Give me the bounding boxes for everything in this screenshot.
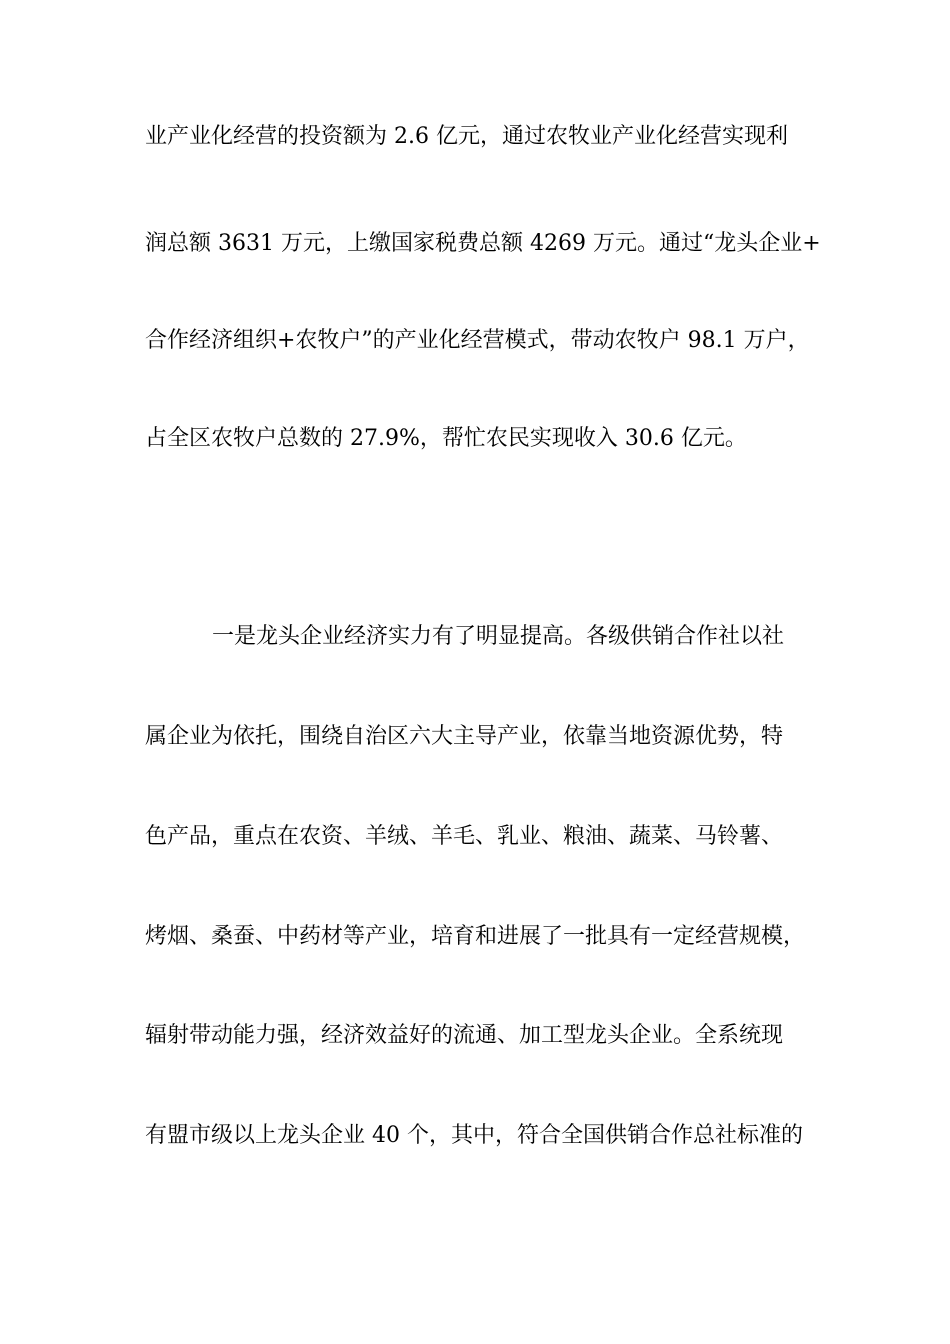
text-line: 属企业为依托，围绕自治区六大主导产业，依靠当地资源优势，特 <box>145 724 784 749</box>
paragraph-first-line: 一是龙头企业经济实力有了明显提高。各级供销合作社以社 <box>212 624 785 649</box>
text-line: 润总额 3631 万元，上缴国家税费总额 4269 万元。通过“龙头企业+ <box>145 231 821 256</box>
text-line: 占全区农牧户总数的 27.9%，帮忙农民实现收入 30.6 亿元。 <box>145 426 747 451</box>
text-line: 辐射带动能力强，经济效益好的流通、加工型龙头企业。全系统现 <box>145 1023 784 1048</box>
text-line: 色产品，重点在农资、羊绒、羊毛、乳业、粮油、蔬菜、马铃薯、 <box>145 824 784 849</box>
text-line: 业产业化经营的投资额为 2.6 亿元，通过农牧业产业化经营实现利 <box>145 124 788 149</box>
text-line: 合作经济组织+农牧户”的产业化经营模式，带动农牧户 98.1 万户， <box>145 328 810 353</box>
text-line: 有盟市级以上龙头企业 40 个，其中，符合全国供销合作总社标准的 <box>145 1123 803 1148</box>
text-line: 烤烟、桑蚕、中药材等产业，培育和进展了一批具有一定经营规模， <box>145 924 806 949</box>
